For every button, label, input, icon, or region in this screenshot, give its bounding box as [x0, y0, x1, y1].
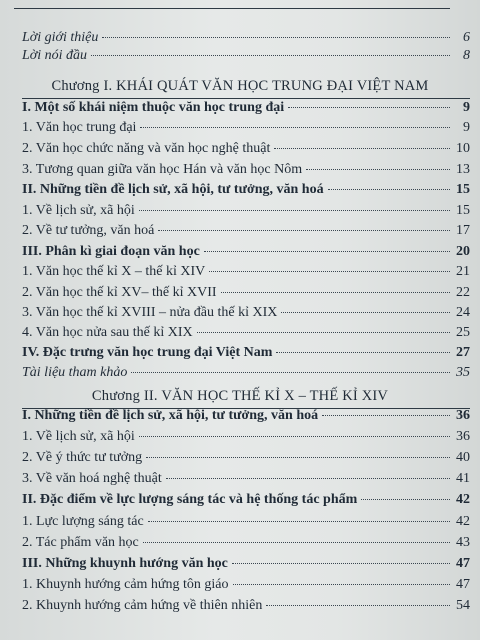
top-rule: [14, 8, 450, 9]
dot-leader: [139, 436, 450, 437]
toc-section: [22, 100, 470, 120]
chapter-heading: Chương I. KHÁI QUÁT VĂN HỌC TRUNG ĐẠI VIỆT NAM: [51, 78, 429, 94]
dot-leader: [221, 292, 450, 293]
toc-entry-title: IV. Đặc trưng văn học trung đại Việt Nam: [22, 345, 273, 360]
toc-entry-page: 27: [456, 345, 470, 360]
toc-entry: [22, 141, 470, 161]
dot-leader: [233, 584, 451, 585]
toc-entry: [22, 305, 470, 325]
toc-entry-page: 9: [463, 100, 470, 115]
dot-leader: [204, 251, 450, 252]
toc-entry-page: 15: [456, 182, 470, 197]
toc-entry-title: 2. Tác phẩm văn học: [22, 535, 139, 550]
toc-section: [22, 408, 470, 428]
dot-leader: [328, 189, 450, 190]
toc-entry-page: 17: [456, 223, 470, 238]
toc-entry-title: 3. Văn học thế kỉ XVIII – nửa đầu thế kỉ XIX: [22, 305, 278, 320]
toc-section: [22, 345, 470, 365]
dot-leader: [197, 332, 450, 333]
dot-leader: [91, 55, 450, 56]
toc-entry: [22, 471, 470, 491]
toc-entry-page: 22: [456, 285, 470, 300]
toc-entry-page: 40: [456, 450, 470, 465]
dot-leader: [146, 457, 450, 458]
dot-leader: [158, 230, 450, 231]
dot-leader: [306, 169, 450, 170]
dot-leader: [322, 415, 450, 416]
dot-leader: [276, 352, 450, 353]
toc-entry: [22, 514, 470, 534]
dot-leader: [209, 271, 450, 272]
toc-entry-title: 4. Văn học nửa sau thế kỉ XIX: [22, 325, 193, 340]
toc-entry-page: 21: [456, 264, 470, 279]
toc-entry: [22, 203, 470, 223]
toc-entry-title: 3. Về văn hoá nghệ thuật: [22, 471, 162, 486]
dot-leader: [281, 312, 450, 313]
toc-section: [22, 244, 470, 264]
toc-entry-title: 2. Văn học thế kỉ XV– thế kỉ XVII: [22, 285, 217, 300]
toc-entry: [22, 223, 470, 243]
toc-entry: [22, 535, 470, 555]
toc-entry-page: 41: [456, 471, 470, 486]
toc-entry-title: 3. Tương quan giữa văn học Hán và văn học Nôm: [22, 162, 303, 177]
toc-entry: [22, 264, 470, 284]
toc-entry-references: [22, 365, 470, 385]
dot-leader: [274, 148, 450, 149]
toc-entry-title: 1. Lực lượng sáng tác: [22, 514, 144, 529]
dot-leader: [139, 210, 450, 211]
toc-entry-title: III. Phân kì giai đoạn văn học: [22, 244, 200, 259]
toc-entry-page: 6: [463, 30, 470, 45]
toc-entry-title: I. Một số khái niệm thuộc văn học trung đại: [22, 100, 285, 115]
toc-entry-title: 1. Khuynh hướng cảm hứng tôn giáo: [22, 577, 229, 592]
toc-entry-page: 43: [456, 535, 470, 550]
toc-entry-page: 54: [456, 598, 470, 613]
toc-entry-page: 42: [456, 492, 470, 507]
toc-entry: [22, 120, 470, 140]
toc-section: [22, 492, 470, 512]
toc-entry-title: I. Những tiền đề lịch sử, xã hội, tư tưởng, văn hoá: [22, 408, 319, 423]
dot-leader: [131, 372, 450, 373]
toc-entry-title: II. Những tiền đề lịch sử, xã hội, tư tưởng, văn hoá: [22, 182, 324, 197]
toc-entry-page: 10: [456, 141, 470, 156]
toc-entry-title: 2. Về tư tưởng, văn hoá: [22, 223, 155, 238]
toc-entry-title: II. Đặc điểm về lực lượng sáng tác và hệ thống tác phẩm: [22, 492, 358, 507]
toc-entry-page: 36: [456, 408, 470, 423]
toc-entry-title: 2. Văn học chức năng và văn học nghệ thuật: [22, 141, 271, 156]
toc-section: [22, 182, 470, 202]
toc-entry-page: 20: [456, 244, 470, 259]
toc-entry-title: 1. Về lịch sử, xã hội: [22, 429, 135, 444]
toc-entry-front: [22, 30, 470, 50]
toc-entry: [22, 429, 470, 449]
toc-entry-page: 15: [456, 203, 470, 218]
dot-leader: [232, 563, 450, 564]
toc-entry: [22, 285, 470, 305]
toc-entry-page: 42: [456, 514, 470, 529]
toc-entry: [22, 577, 470, 597]
toc-entry-title: 1. Văn học trung đại: [22, 120, 137, 135]
dot-leader: [288, 107, 450, 108]
toc-entry: [22, 325, 470, 345]
toc-section: [22, 556, 470, 576]
toc-entry-title: Lời nói đầu: [22, 48, 88, 63]
dot-leader: [140, 127, 450, 128]
toc-entry-title: 2. Về ý thức tư tưởng: [22, 450, 143, 465]
dot-leader: [143, 542, 450, 543]
toc-entry-page: 25: [456, 325, 470, 340]
toc-entry-title: III. Những khuynh hướng văn học: [22, 556, 228, 571]
toc-entry-page: 13: [456, 162, 470, 177]
toc-entry-page: 9: [463, 120, 470, 135]
dot-leader: [166, 478, 450, 479]
toc-entry: [22, 162, 470, 182]
toc-entry-page: 24: [456, 305, 470, 320]
dot-leader: [148, 521, 450, 522]
dot-leader: [361, 499, 450, 500]
toc-entry-page: 47: [456, 556, 470, 571]
chapter-rule: [22, 98, 470, 99]
chapter-heading: Chương II. VĂN HỌC THẾ KỈ X – THẾ KỈ XIV: [91, 388, 389, 404]
toc-entry-title: Lời giới thiệu: [22, 30, 99, 45]
dot-leader: [266, 605, 450, 606]
toc-entry-title: Tài liệu tham khảo: [22, 365, 128, 380]
toc-entry-title: 2. Khuynh hướng cảm hứng về thiên nhiên: [22, 598, 263, 613]
toc-entry-page: 47: [456, 577, 470, 592]
toc-entry-page: 35: [456, 365, 470, 380]
toc-entry: [22, 450, 470, 470]
toc-entry-title: 1. Về lịch sử, xã hội: [22, 203, 135, 218]
toc-entry: [22, 598, 470, 618]
toc-entry-front: [22, 48, 470, 68]
toc-entry-title: 1. Văn học thế kỉ X – thế kỉ XIV: [22, 264, 206, 279]
dot-leader: [102, 37, 450, 38]
toc-entry-page: 36: [456, 429, 470, 444]
toc-entry-page: 8: [463, 48, 470, 63]
